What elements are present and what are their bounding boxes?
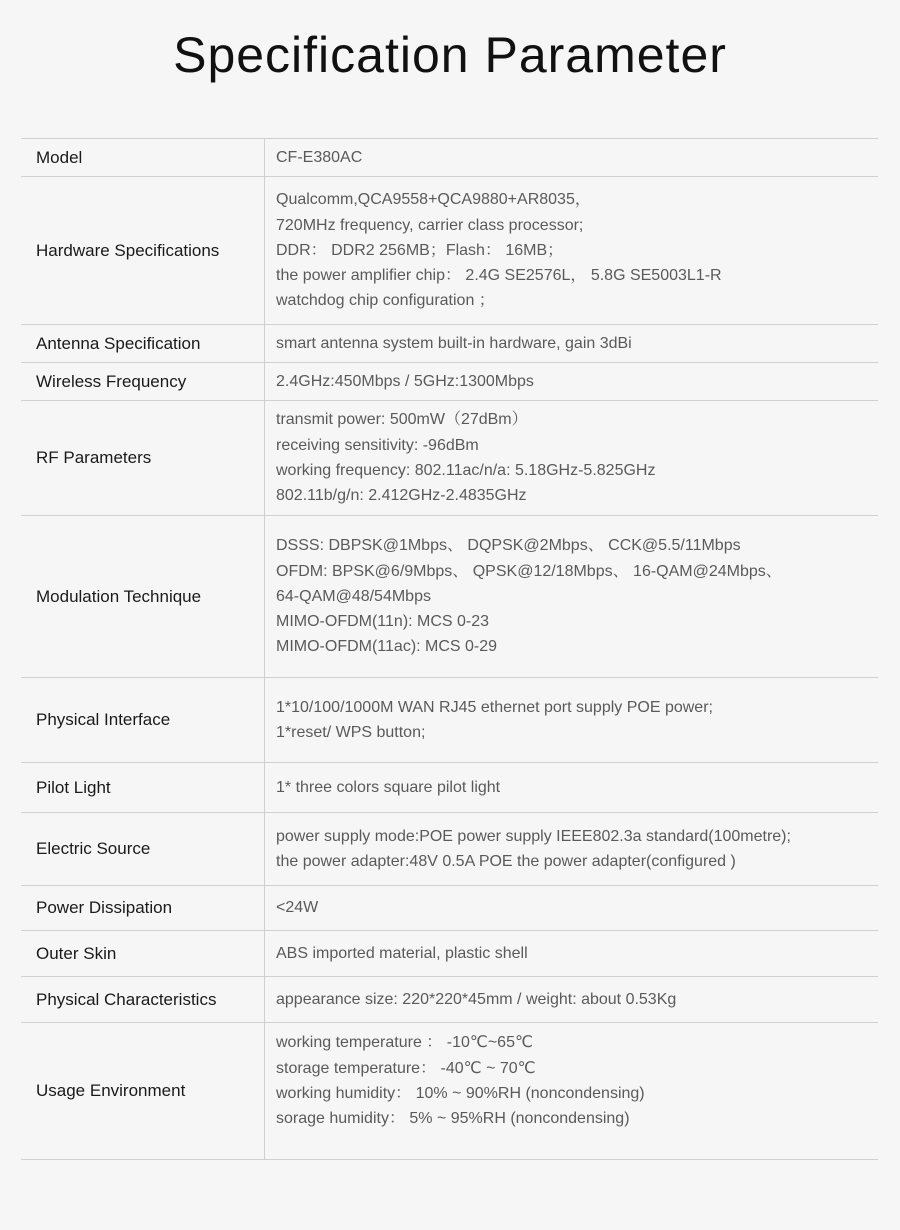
spec-label: Model <box>36 147 83 167</box>
spec-label: RF Parameters <box>36 448 152 467</box>
spec-value <box>264 325 878 362</box>
spec-value-line: working temperature ： -10℃~65℃ <box>276 1034 533 1052</box>
spec-value-line: 1*reset/ WPS button; <box>276 724 426 741</box>
spec-label: Modulation Technique <box>36 586 202 606</box>
spec-value-line: receiving sensitivity: -96dBm <box>276 436 479 454</box>
spec-value <box>264 886 878 930</box>
spec-row-model <box>21 139 878 177</box>
spec-row-physical-interface <box>21 678 878 763</box>
spec-row-outer-skin <box>21 931 878 977</box>
spec-row-electric-source <box>21 813 878 886</box>
spec-value-line: <24W <box>276 899 319 917</box>
spec-value <box>264 363 878 400</box>
spec-value-line: storage temperature： -40℃ ~ 70℃ <box>276 1059 536 1077</box>
spec-value-line: smart antenna system built-in hardware, gain 3dBi <box>276 334 632 352</box>
spec-value <box>264 977 878 1022</box>
spec-value <box>264 678 878 762</box>
spec-value <box>264 813 878 885</box>
spec-value-line: ABS imported material, plastic shell <box>276 944 528 962</box>
spec-row-hardware-specifications <box>21 177 878 325</box>
spec-value-line: DSSS: DBPSK@1Mbps、 DQPSK@2Mbps、 CCK@5.5/11Mbps <box>276 537 741 555</box>
spec-value-line: the power adapter:48V 0.5A POE the power adapter(configured ) <box>276 853 736 870</box>
spec-value-line: 720MHz frequency, carrier class processor; <box>276 216 584 234</box>
spec-value-line: the power amplifier chip： 2.4G SE2576L， 5.8G SE5003L1-R <box>276 267 722 285</box>
spec-value <box>264 931 878 976</box>
spec-row-rf-parameters <box>21 401 878 516</box>
spec-value-line: 2.4GHz:450Mbps / 5GHz:1300Mbps <box>276 372 534 390</box>
spec-label: Usage Environment <box>36 1081 186 1100</box>
spec-table <box>21 138 878 1160</box>
spec-value <box>264 1023 878 1159</box>
spec-value-line: MIMO-OFDM(11n): MCS 0-23 <box>276 613 490 631</box>
spec-label: Outer Skin <box>36 943 117 963</box>
spec-value-line: MIMO-OFDM(11ac): MCS 0-29 <box>276 638 498 656</box>
spec-row-power-dissipation <box>21 886 878 931</box>
spec-label: Electric Source <box>36 839 151 858</box>
spec-value-line: sorage humidity： 5% ~ 95%RH (noncondensing) <box>276 1110 630 1128</box>
spec-label: Pilot Light <box>36 777 111 797</box>
spec-row-physical-characteristics <box>21 977 878 1023</box>
spec-value <box>264 516 878 677</box>
spec-value-line: power supply mode:POE power supply IEEE802.3a standard(100metre); <box>276 827 791 845</box>
spec-label: Hardware Specifications <box>36 240 220 260</box>
spec-value <box>264 763 878 812</box>
spec-label: Physical Interface <box>36 710 171 729</box>
spec-value-line: 1* three colors square pilot light <box>276 778 501 796</box>
spec-value-line: working frequency: 802.11ac/n/a: 5.18GHz-5.825GHz <box>276 462 656 479</box>
spec-value-line: transmit power: 500mW（27dBm） <box>276 411 528 429</box>
spec-row-modulation-technique <box>21 516 878 678</box>
spec-value-line: 802.11b/g/n: 2.412GHz-2.4835GHz <box>276 487 527 505</box>
spec-row-pilot-light <box>21 763 878 813</box>
spec-row-antenna-specification <box>21 325 878 363</box>
spec-label: Wireless Frequency <box>36 371 187 391</box>
spec-value <box>264 401 878 515</box>
spec-row-usage-environment <box>21 1023 878 1160</box>
spec-value-line: appearance size: 220*220*45mm / weight: about 0.53Kg <box>276 990 677 1008</box>
spec-value-line: CF-E380AC <box>276 148 363 166</box>
spec-label: Antenna Specification <box>36 333 201 353</box>
spec-value-line: OFDM: BPSK@6/9Mbps、 QPSK@12/18Mbps、 16-QAM@24Mbps、 <box>276 562 782 580</box>
spec-value-line: working humidity： 10% ~ 90%RH (noncondensing) <box>276 1085 645 1102</box>
spec-value <box>264 177 878 324</box>
spec-value-line: Qualcomm,QCA9558+QCA9880+AR8035， <box>276 191 591 209</box>
spec-label: Power Dissipation <box>36 898 173 917</box>
page-title: Specification Parameter <box>173 27 727 83</box>
spec-value-line: watchdog chip configuration ； <box>276 292 495 310</box>
spec-value-line: 64-QAM@48/54Mbps <box>276 587 431 605</box>
spec-row-wireless-frequency <box>21 363 878 401</box>
spec-value <box>264 139 878 176</box>
spec-value-line: DDR： DDR2 256MB；Flash： 16MB； <box>276 241 564 259</box>
spec-value-line: 1*10/100/1000M WAN RJ45 ethernet port supply POE power; <box>276 698 713 716</box>
spec-label: Physical Characteristics <box>36 989 217 1009</box>
